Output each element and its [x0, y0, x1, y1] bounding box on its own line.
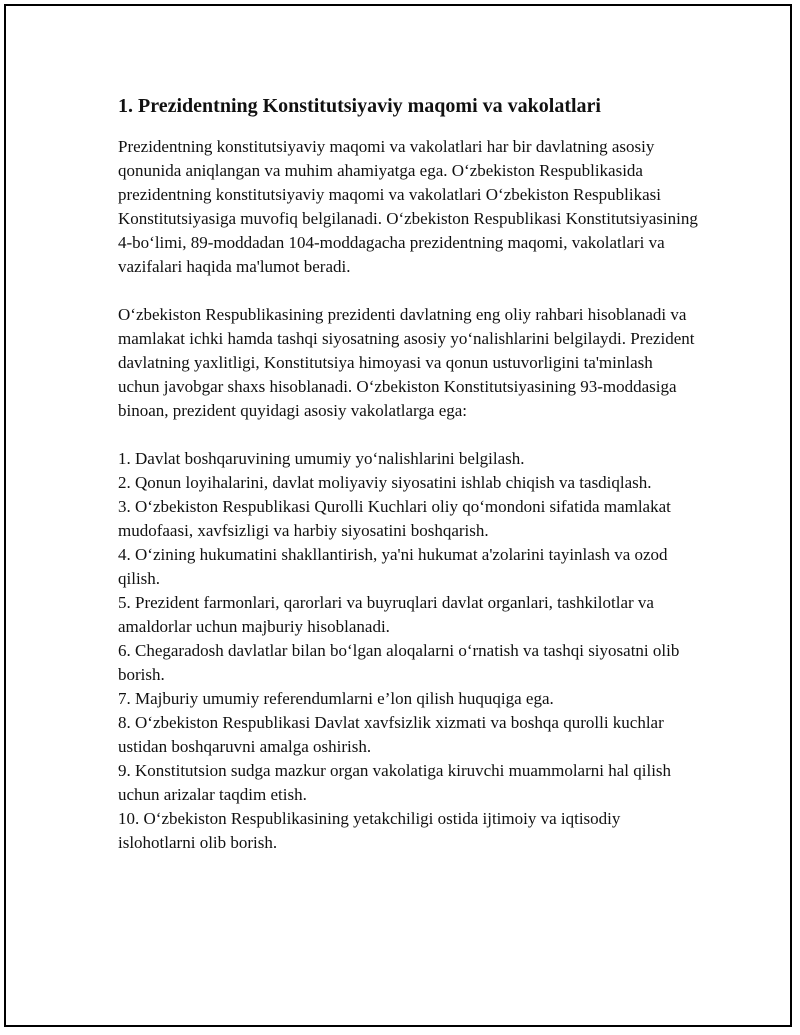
list-item: 6. Chegaradosh davlatlar bilan bo‘lgan aloqalarni o‘rnatish va tashqi siyosatni olib borish.	[118, 641, 680, 684]
list-item: 10. O‘zbekiston Respublikasining yetakchiligi ostida ijtimoiy va iqtisodiy islohotlarni olib borish.	[118, 809, 621, 852]
paragraph-intro: Prezidentning konstitutsiyaviy maqomi va vakolatlari har bir davlatning asosiy qonunida aniqlangan va muhim ahamiyatga ega. O‘zbekiston Respublikasida prezidentning konstitutsiyaviy maqomi va vakolatlari O‘zbekiston Respublikasi Konstitutsiyasiga muvofiq belgilanadi. O‘zbekiston Respublikasi Konstitutsiyasining 4-bo‘limi, 89-moddadan 104-moddagacha prezidentning maqomi, vakolatlari va vazifalari haqida ma'lumot beradi.	[118, 137, 698, 276]
document-body	[118, 93, 698, 855]
list-item: 2. Qonun loyihalarini, davlat moliyaviy siyosatini ishlab chiqish va tasdiqlash.	[118, 473, 652, 492]
powers-list	[118, 447, 698, 855]
list-item: 7. Majburiy umumiy referendumlarni e’lon qilish huquqiga ega.	[118, 689, 554, 708]
list-item: 5. Prezident farmonlari, qarorlari va buyruqlari davlat organlari, tashkilotlar va amaldorlar uchun majburiy hisoblanadi.	[118, 593, 654, 636]
section-heading: 1. Prezidentning Konstitutsiyaviy maqomi va vakolatlari	[118, 95, 601, 117]
list-item: 9. Konstitutsion sudga mazkur organ vakolatiga kiruvchi muammolarni hal qilish uchun arizalar taqdim etish.	[118, 761, 672, 804]
list-item: 1. Davlat boshqaruvining umumiy yo‘nalishlarini belgilash.	[118, 449, 525, 468]
list-item: 3. O‘zbekiston Respublikasi Qurolli Kuchlari oliy qo‘mondoni sifatida mamlakat mudofaasi, xavfsizligi va harbiy siyosatini boshqarish.	[118, 497, 671, 540]
list-item: 4. O‘zining hukumatini shakllantirish, ya'ni hukumat a'zolarini tayinlash va ozod qilish.	[118, 545, 668, 588]
paragraph-president-role: O‘zbekiston Respublikasining prezidenti davlatning eng oliy rahbari hisoblanadi va mamlakat ichki hamda tashqi siyosatning asosiy yo‘nalishlarini belgilaydi. Prezident davlatning yaxlitligi, Konstitutsiya himoyasi va qonun ustuvorligini ta'minlash uchun javobgar shaxs hisoblanadi. O‘zbekiston Konstitutsiyasining 93-moddasiga binoan, prezident quyidagi asosiy vakolatlarga ega:	[118, 305, 695, 420]
list-item: 8. O‘zbekiston Respublikasi Davlat xavfsizlik xizmati va boshqa qurolli kuchlar ustidan boshqaruvni amalga oshirish.	[118, 713, 664, 756]
